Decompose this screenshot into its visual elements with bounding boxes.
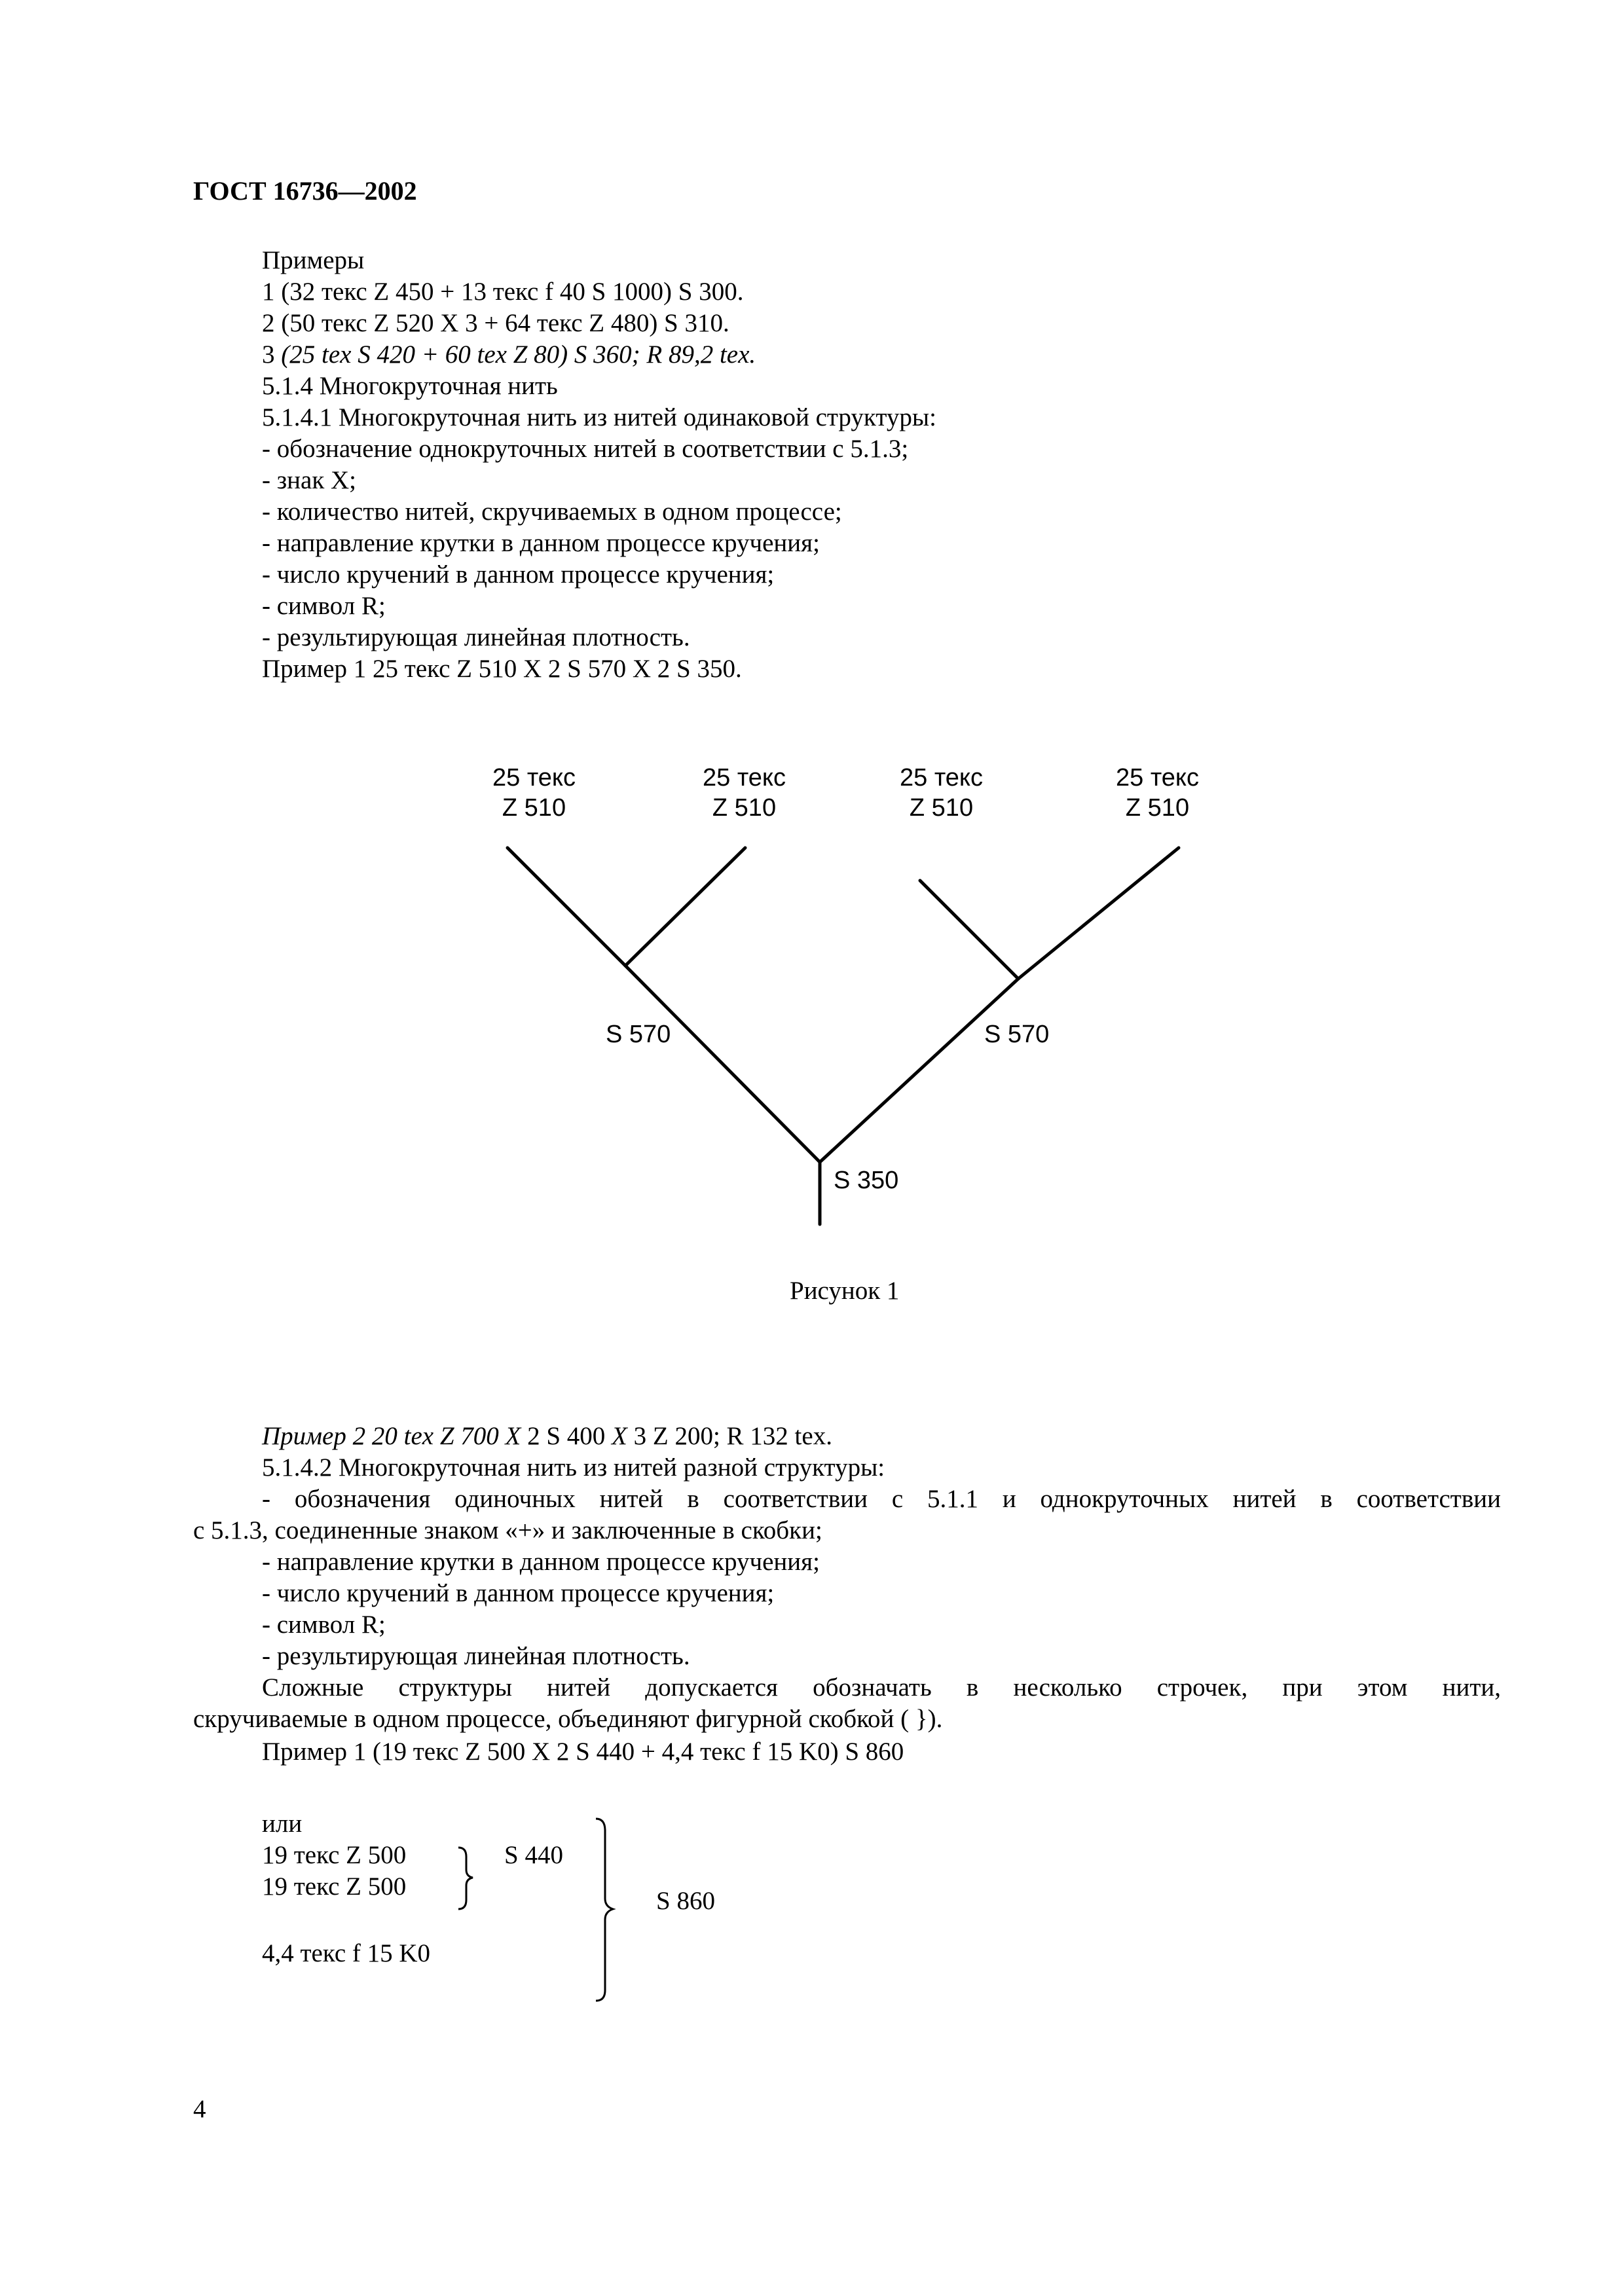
yarn-line-1: 19 текс Z 500 xyxy=(262,1841,407,1869)
leaf-3-twist: Z 510 xyxy=(909,794,974,822)
list-item: - знак X; xyxy=(262,466,357,494)
inner-brace xyxy=(458,1848,473,1909)
list-item: - символ R; xyxy=(262,592,386,620)
mid-right-label: S 570 xyxy=(984,1021,1050,1048)
examples-title: Примеры xyxy=(262,246,365,274)
example-2-part-c: X xyxy=(612,1422,627,1450)
outer-twist-label: S 860 xyxy=(656,1887,715,1915)
leaf-2-density: 25 текс xyxy=(703,764,786,792)
leaf-1-twist: Z 510 xyxy=(502,794,566,822)
list-item: - число кручений в данном процессе кручения; xyxy=(262,1579,775,1607)
list-item: - число кручений в данном процессе кручения; xyxy=(262,560,775,589)
paragraph-line-2: скручиваемые в одном процессе, объединяют фигурной скобкой ( }). xyxy=(193,1705,943,1733)
example-line-1: 1 (32 текс Z 450 + 13 текс f 40 S 1000) S 300. xyxy=(262,278,744,306)
example-2-part-a: Пример 2 20 tex Z 700 X xyxy=(262,1422,521,1450)
yarn-line-2: 19 текс Z 500 xyxy=(262,1872,407,1901)
list-item: - количество нитей, скручиваемых в одном процессе; xyxy=(262,498,842,526)
heading-5-1-4-2: 5.1.4.2 Многокруточная нить из нитей разной структуры: xyxy=(262,1453,885,1482)
list-item-long-line-2: с 5.1.3, соединенные знаком «+» и заключенные в скобки; xyxy=(193,1516,822,1544)
mid-left-label: S 570 xyxy=(606,1021,671,1048)
leaf-4-density: 25 текс xyxy=(1116,764,1199,792)
list-item: - символ R; xyxy=(262,1611,386,1639)
list-item: - результирующая линейная плотность. xyxy=(262,1642,690,1670)
heading-5-1-4-1: 5.1.4.1 Многокруточная нить из нитей одинаковой структуры: xyxy=(262,403,936,431)
example-1-multi-notation: Пример 1 (19 текс Z 500 X 2 S 440 + 4,4 текс f 15 K0) S 860 xyxy=(262,1738,904,1766)
list-item: - обозначение однокруточных нитей в соответствии с 5.1.3; xyxy=(262,435,909,463)
example-3-italic: (25 tex S 420 + 60 tex Z 80) S 360; R 89,2 tex. xyxy=(281,340,756,369)
page-number: 4 xyxy=(193,2095,206,2123)
figure-caption: Рисунок 1 xyxy=(790,1277,900,1305)
example-line-2: 2 (50 текс Z 520 X 3 + 64 текс Z 480) S 310. xyxy=(262,309,729,337)
example-2-part-b: 2 S 400 xyxy=(521,1422,612,1450)
heading-5-1-4: 5.1.4 Многокруточная нить xyxy=(262,372,558,400)
example-1-notation: Пример 1 25 текс Z 510 X 2 S 570 X 2 S 350. xyxy=(262,655,742,683)
yarn-line-3: 4,4 текс f 15 K0 xyxy=(262,1939,431,1967)
example-3-number: 3 xyxy=(262,340,275,369)
alt-notation-or: или xyxy=(262,1810,303,1838)
document-header: ГОСТ 16736—2002 xyxy=(193,176,417,206)
leaf-4-twist: Z 510 xyxy=(1125,794,1190,822)
example-2-part-d: 3 Z 200; R 132 tex. xyxy=(627,1422,832,1450)
list-item-long-line-1: - обозначения одиночных нитей в соответствии с 5.1.1 и однокруточных нитей в соответствии xyxy=(262,1485,1501,1513)
list-item: - направление крутки в данном процессе кручения; xyxy=(262,1548,820,1576)
leaf-2-twist: Z 510 xyxy=(712,794,777,822)
list-item: - направление крутки в данном процессе кручения; xyxy=(262,529,820,557)
leaf-3-density: 25 текс xyxy=(900,764,983,792)
leaf-1-density: 25 текс xyxy=(492,764,576,792)
outer-brace xyxy=(596,1819,613,2001)
list-item: - результирующая линейная плотность. xyxy=(262,623,690,651)
paragraph-line-1: Сложные структуры нитей допускается обозначать в несколько строчек, при этом нити, xyxy=(262,1673,1501,1702)
inner-twist-label: S 440 xyxy=(504,1841,563,1869)
root-label: S 350 xyxy=(834,1167,899,1194)
